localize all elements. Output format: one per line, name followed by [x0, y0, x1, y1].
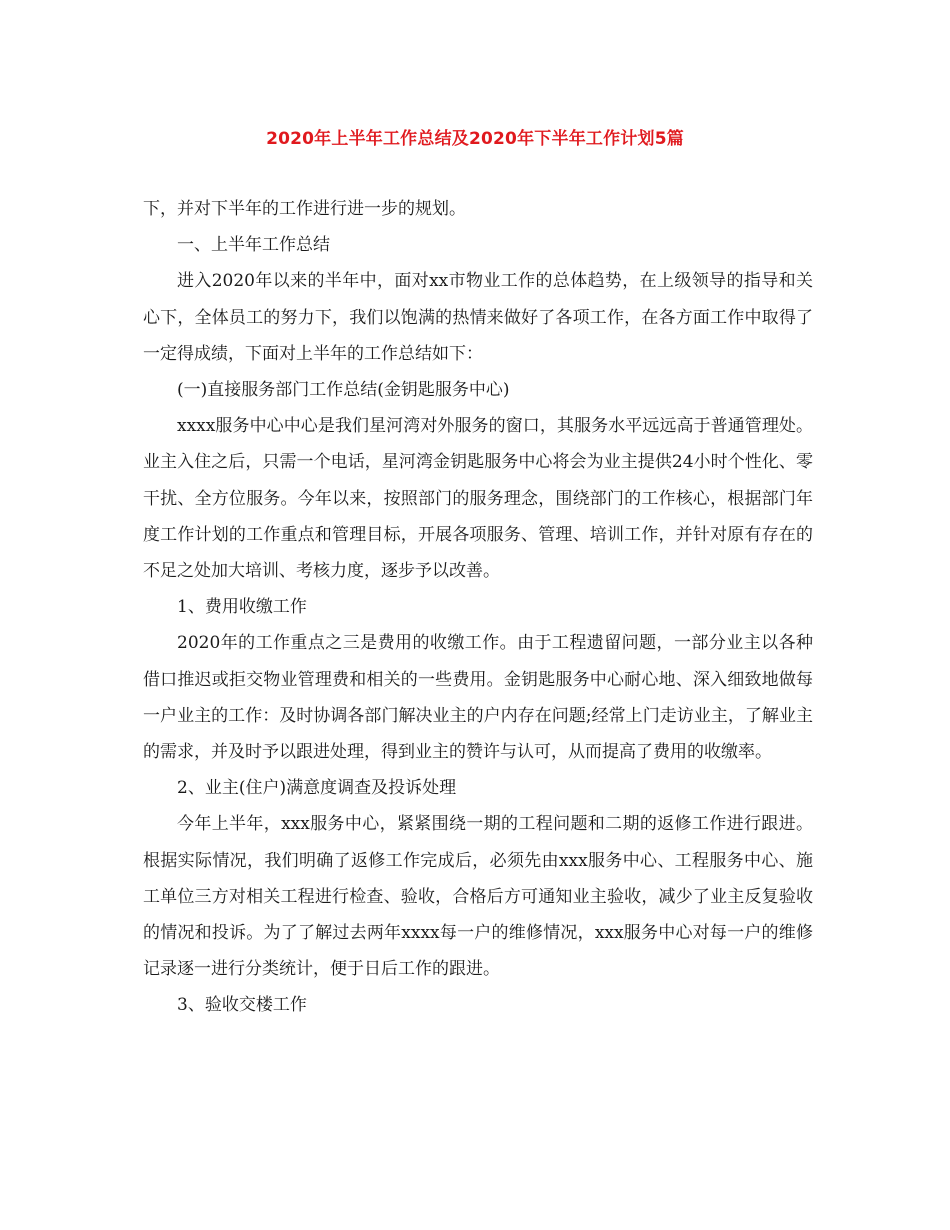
- paragraph: 下，并对下半年的工作进行进一步的规划。: [143, 199, 466, 219]
- document-title: 2020年上半年工作总结及2020年下半年工作计划5篇: [266, 129, 684, 149]
- document-body: [143, 191, 813, 1024]
- paragraph: 今年上半年，xxx服务中心，紧紧围绕一期的工程问题和二期的返修工作进行跟进。根据实际情况，我们明确了返修工作完成后，必须先由xxx服务中心、工程服务中心、施工单位三方对相关工程进行检查、验收，合格后方可通知业主验收，减少了业主反复验收的情况和投诉。为了了解过去两年xxxx每一户的维修情况，xxx服务中心对每一户的维修记录逐一进行分类统计，便于日后工作的跟进。: [143, 814, 813, 980]
- paragraph: 2020年的工作重点之三是费用的收缴工作。由于工程遗留问题，一部分业主以各种借口推迟或拒交物业管理费和相关的一些费用。金钥匙服务中心耐心地、深入细致地做每一户业主的工作：及时协调各部门解决业主的户内存在问题;经常上门走访业主，了解业主的需求，并及时予以跟进处理，得到业主的赞许与认可，从而提高了费用的收缴率。: [143, 633, 813, 763]
- item-heading: 3、验收交楼工作: [177, 995, 307, 1016]
- item-heading: 2、业主(住户)满意度调查及投诉处理: [177, 778, 457, 799]
- item-heading: 1、费用收缴工作: [177, 597, 307, 618]
- paragraph: xxxx服务中心中心是我们星河湾对外服务的窗口，其服务水平远远高于普通管理处。业主入住之后，只需一个电话，星河湾金钥匙服务中心将会为业主提供24小时个性化、零干扰、全方位服务。今年以来，按照部门的服务理念，围绕部门的工作核心，根据部门年度工作计划的工作重点和管理目标，开展各项服务、管理、培训工作，并针对原有存在的不足之处加大培训、考核力度，逐步予以改善。: [143, 416, 813, 582]
- paragraph: 进入2020年以来的半年中，面对xx市物业工作的总体趋势，在上级领导的指导和关心下，全体员工的努力下，我们以饱满的热情来做好了各项工作，在各方面工作中取得了一定得成绩，下面对上半年的工作总结如下：: [143, 271, 813, 364]
- section-heading: 一、上半年工作总结: [177, 235, 330, 256]
- subsection-heading: (一)直接服务部门工作总结(金钥匙服务中心): [177, 380, 510, 401]
